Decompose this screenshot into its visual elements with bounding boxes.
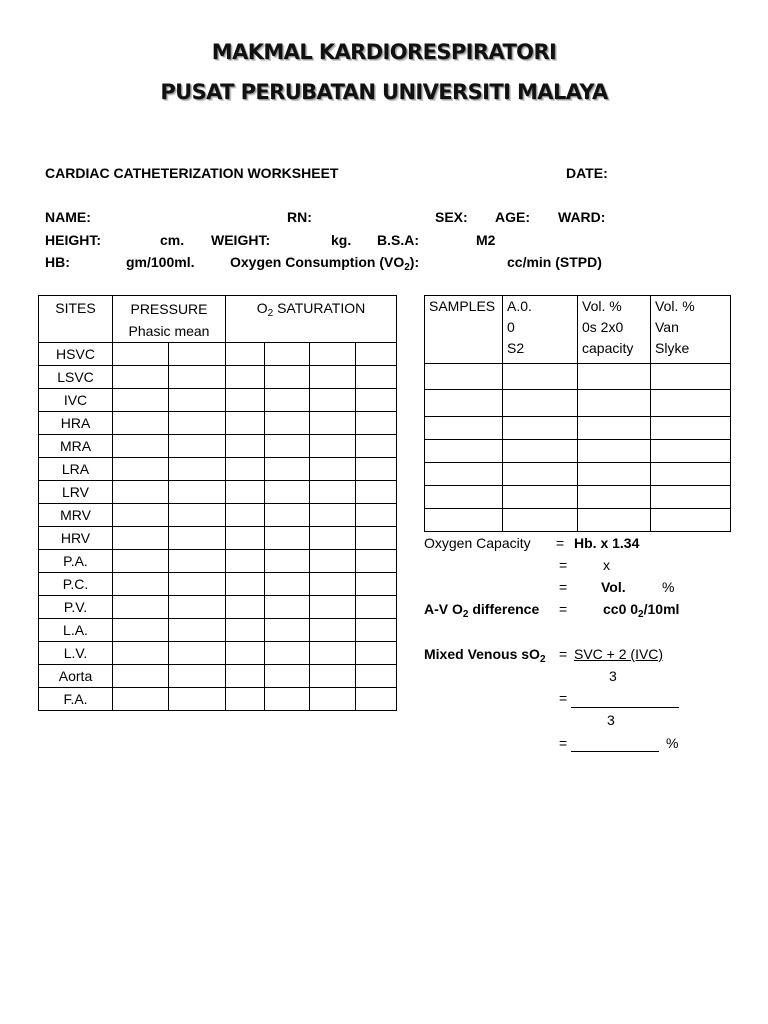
col-pressure-header: PRESSURE Phasic mean bbox=[113, 296, 226, 343]
pressure-cell[interactable] bbox=[113, 435, 169, 458]
pressure-cell[interactable] bbox=[169, 366, 226, 389]
sample-row bbox=[425, 486, 731, 509]
o2-saturation-cell[interactable] bbox=[310, 481, 356, 504]
sample-row bbox=[425, 440, 731, 463]
site-row bbox=[39, 596, 397, 619]
o2-saturation-cell[interactable] bbox=[265, 458, 310, 481]
oxygen-capacity-eq: = bbox=[556, 535, 565, 551]
o2-saturation-cell[interactable] bbox=[356, 435, 397, 458]
sample-cell[interactable] bbox=[425, 509, 503, 532]
site-row bbox=[39, 642, 397, 665]
pressure-cell[interactable] bbox=[169, 550, 226, 573]
site-label: Aorta bbox=[39, 665, 113, 688]
o2-saturation-cell[interactable] bbox=[226, 665, 265, 688]
oxygen-capacity-times: x bbox=[603, 557, 610, 573]
site-label: HRA bbox=[39, 412, 113, 435]
col-o2-saturation-header: $O_2$ SATURATION bbox=[226, 296, 397, 343]
o2-saturation-cell[interactable] bbox=[356, 688, 397, 711]
sample-cell[interactable] bbox=[651, 417, 731, 440]
sample-row bbox=[425, 463, 731, 486]
o2-saturation-cell[interactable] bbox=[310, 458, 356, 481]
sample-cell[interactable] bbox=[425, 440, 503, 463]
o2-saturation-cell[interactable] bbox=[356, 665, 397, 688]
pressure-cell[interactable] bbox=[113, 458, 169, 481]
oxygen-capacity-formula: Hb. x 1.34 bbox=[574, 535, 640, 551]
o2-saturation-cell[interactable] bbox=[226, 619, 265, 642]
mixed-venous-percent: % bbox=[666, 735, 679, 751]
site-label: LRV bbox=[39, 481, 113, 504]
site-row bbox=[39, 573, 397, 596]
o2-saturation-cell[interactable] bbox=[356, 412, 397, 435]
sample-cell[interactable] bbox=[578, 440, 651, 463]
o2-saturation-cell[interactable] bbox=[310, 573, 356, 596]
o2-saturation-cell[interactable] bbox=[310, 688, 356, 711]
o2-saturation-cell[interactable] bbox=[356, 366, 397, 389]
o2-saturation-cell[interactable] bbox=[226, 481, 265, 504]
sample-cell[interactable] bbox=[503, 440, 578, 463]
o2-saturation-cell[interactable] bbox=[356, 619, 397, 642]
o2-saturation-cell[interactable] bbox=[265, 366, 310, 389]
o2-saturation-cell[interactable] bbox=[265, 573, 310, 596]
mixed-venous-divisor-2: 3 bbox=[607, 712, 615, 728]
site-row bbox=[39, 366, 397, 389]
col-sites-header: SITES bbox=[39, 296, 113, 343]
col-ao-header: A.0. 0 S2 bbox=[503, 296, 578, 364]
pressure-cell[interactable] bbox=[169, 343, 226, 366]
pressure-cell[interactable] bbox=[169, 596, 226, 619]
pressure-cell[interactable] bbox=[169, 412, 226, 435]
samples-table bbox=[424, 295, 731, 532]
mixed-venous-eq-2: = bbox=[559, 690, 568, 706]
avo2-eq: = bbox=[559, 601, 568, 617]
mixed-venous-eq-3: = bbox=[559, 735, 568, 751]
sample-cell[interactable] bbox=[578, 486, 651, 509]
o2-saturation-cell[interactable] bbox=[356, 481, 397, 504]
sample-cell[interactable] bbox=[503, 417, 578, 440]
pressure-cell[interactable] bbox=[169, 619, 226, 642]
mixed-venous-blank-result bbox=[571, 751, 659, 752]
o2-saturation-cell[interactable] bbox=[226, 366, 265, 389]
o2-saturation-cell[interactable] bbox=[310, 504, 356, 527]
site-row bbox=[39, 481, 397, 504]
bsa-unit: M2 bbox=[476, 232, 496, 248]
sample-cell[interactable] bbox=[578, 390, 651, 417]
oxygen-capacity-label: Oxygen Capacity bbox=[424, 535, 531, 551]
o2-saturation-cell[interactable] bbox=[310, 665, 356, 688]
site-label: L.V. bbox=[39, 642, 113, 665]
pressure-cell[interactable] bbox=[113, 596, 169, 619]
pressure-cell[interactable] bbox=[113, 688, 169, 711]
o2-saturation-cell[interactable] bbox=[356, 343, 397, 366]
o2-saturation-cell[interactable] bbox=[265, 642, 310, 665]
o2-saturation-cell[interactable] bbox=[265, 619, 310, 642]
site-label: MRV bbox=[39, 504, 113, 527]
site-row bbox=[39, 458, 397, 481]
pressure-cell[interactable] bbox=[169, 688, 226, 711]
sample-row bbox=[425, 364, 731, 390]
sample-cell[interactable] bbox=[425, 463, 503, 486]
o2-saturation-cell[interactable] bbox=[310, 412, 356, 435]
weight-label: WEIGHT: bbox=[211, 232, 271, 248]
pressure-cell[interactable] bbox=[113, 619, 169, 642]
site-row bbox=[39, 389, 397, 412]
site-label: MRA bbox=[39, 435, 113, 458]
sample-cell[interactable] bbox=[425, 486, 503, 509]
sample-row bbox=[425, 509, 731, 532]
o2-saturation-cell[interactable] bbox=[226, 688, 265, 711]
site-label: P.A. bbox=[39, 550, 113, 573]
sample-row bbox=[425, 390, 731, 417]
pressure-cell[interactable] bbox=[113, 527, 169, 550]
sample-cell[interactable] bbox=[651, 463, 731, 486]
o2-saturation-cell[interactable] bbox=[265, 389, 310, 412]
sample-cell[interactable] bbox=[503, 364, 578, 390]
pressure-cell[interactable] bbox=[169, 458, 226, 481]
pressure-cell[interactable] bbox=[113, 550, 169, 573]
site-label: IVC bbox=[39, 389, 113, 412]
site-row bbox=[39, 619, 397, 642]
pressure-cell[interactable] bbox=[113, 642, 169, 665]
o2-saturation-cell[interactable] bbox=[265, 481, 310, 504]
sample-cell[interactable] bbox=[503, 463, 578, 486]
o2-saturation-cell[interactable] bbox=[310, 435, 356, 458]
o2-saturation-cell[interactable] bbox=[226, 412, 265, 435]
pressure-cell[interactable] bbox=[113, 504, 169, 527]
oxygen-capacity-eq-2: = bbox=[559, 557, 568, 573]
col-vol-capacity-header: Vol. % 0s 2x0 capacity bbox=[578, 296, 651, 364]
o2-saturation-cell[interactable] bbox=[310, 389, 356, 412]
hb-label: HB: bbox=[45, 254, 70, 270]
site-row bbox=[39, 550, 397, 573]
pressure-cell[interactable] bbox=[169, 573, 226, 596]
site-label: L.A. bbox=[39, 619, 113, 642]
sample-cell[interactable] bbox=[578, 463, 651, 486]
site-label: P.C. bbox=[39, 573, 113, 596]
site-row bbox=[39, 412, 397, 435]
o2-saturation-cell[interactable] bbox=[356, 527, 397, 550]
sample-cell[interactable] bbox=[503, 390, 578, 417]
institution-line-1: MAKMAL KARDIORESPIRATORI bbox=[211, 40, 557, 64]
age-label: AGE: bbox=[495, 209, 530, 225]
oxygen-capacity-percent: % bbox=[662, 579, 675, 595]
avo2-value: cc0 $0_2/10ml$ bbox=[603, 601, 680, 620]
o2-saturation-cell[interactable] bbox=[310, 366, 356, 389]
sample-cell[interactable] bbox=[651, 509, 731, 532]
o2-saturation-cell[interactable] bbox=[265, 596, 310, 619]
pressure-cell[interactable] bbox=[169, 389, 226, 412]
mixed-venous-blank-numerator bbox=[571, 707, 679, 708]
o2-saturation-cell[interactable] bbox=[356, 504, 397, 527]
date-label: DATE: bbox=[566, 165, 608, 181]
o2-saturation-cell[interactable] bbox=[226, 550, 265, 573]
samples-table-header bbox=[425, 296, 731, 364]
mixed-venous-label: Mixed Venous $sO_2$ bbox=[424, 646, 546, 665]
pressure-cell[interactable] bbox=[113, 481, 169, 504]
site-label: F.A. bbox=[39, 688, 113, 711]
sample-cell[interactable] bbox=[425, 390, 503, 417]
o2-saturation-cell[interactable] bbox=[226, 435, 265, 458]
hb-unit: gm/100ml. bbox=[126, 254, 195, 270]
mixed-venous-eq: = bbox=[559, 646, 568, 662]
o2-saturation-cell[interactable] bbox=[310, 596, 356, 619]
pressure-cell[interactable] bbox=[113, 389, 169, 412]
sample-cell[interactable] bbox=[651, 486, 731, 509]
sample-row bbox=[425, 417, 731, 440]
o2-saturation-cell[interactable] bbox=[226, 642, 265, 665]
o2-saturation-cell[interactable] bbox=[265, 688, 310, 711]
o2-saturation-cell[interactable] bbox=[226, 573, 265, 596]
oxygen-consumption-unit: cc/min (STPD) bbox=[507, 254, 602, 270]
sites-table-header bbox=[39, 296, 397, 343]
pressure-cell[interactable] bbox=[113, 412, 169, 435]
site-row bbox=[39, 527, 397, 550]
institution-line-2: PUSAT PERUBATAN UNIVERSITI MALAYA bbox=[160, 80, 608, 104]
site-label: LRA bbox=[39, 458, 113, 481]
sample-cell[interactable] bbox=[503, 486, 578, 509]
col-vol-vanslyke-header: Vol. % Van Slyke bbox=[651, 296, 731, 364]
sample-cell[interactable] bbox=[578, 417, 651, 440]
o2-saturation-cell[interactable] bbox=[265, 665, 310, 688]
height-unit: cm. bbox=[160, 232, 185, 248]
o2-saturation-cell[interactable] bbox=[310, 642, 356, 665]
rn-label: RN: bbox=[287, 209, 312, 225]
o2-saturation-cell[interactable] bbox=[265, 527, 310, 550]
o2-saturation-cell[interactable] bbox=[265, 435, 310, 458]
sex-label: SEX: bbox=[435, 209, 468, 225]
o2-saturation-cell[interactable] bbox=[356, 596, 397, 619]
site-row bbox=[39, 688, 397, 711]
site-label: P.V. bbox=[39, 596, 113, 619]
sample-cell[interactable] bbox=[578, 364, 651, 390]
o2-saturation-cell[interactable] bbox=[310, 550, 356, 573]
site-row bbox=[39, 504, 397, 527]
site-label: HRV bbox=[39, 527, 113, 550]
sample-cell[interactable] bbox=[651, 364, 731, 390]
bsa-label: B.S.A: bbox=[377, 232, 419, 248]
site-row bbox=[39, 343, 397, 366]
o2-saturation-cell[interactable] bbox=[356, 550, 397, 573]
o2-saturation-cell[interactable] bbox=[265, 343, 310, 366]
o2-saturation-cell[interactable] bbox=[226, 389, 265, 412]
oxygen-capacity-eq-3: = bbox=[559, 579, 568, 595]
col-samples-header: SAMPLES bbox=[425, 296, 503, 364]
name-label: NAME: bbox=[45, 209, 91, 225]
weight-unit: kg. bbox=[331, 232, 352, 248]
o2-saturation-cell[interactable] bbox=[356, 642, 397, 665]
height-label: HEIGHT: bbox=[45, 232, 101, 248]
o2-saturation-cell[interactable] bbox=[265, 412, 310, 435]
pressure-cell[interactable] bbox=[113, 573, 169, 596]
sites-table bbox=[38, 295, 397, 711]
site-label: HSVC bbox=[39, 343, 113, 366]
sample-cell[interactable] bbox=[651, 440, 731, 463]
oxygen-consumption-label: Oxygen Consumption $(VO_2)$: bbox=[230, 254, 420, 273]
site-label: LSVC bbox=[39, 366, 113, 389]
o2-saturation-cell[interactable] bbox=[226, 504, 265, 527]
worksheet-title: CARDIAC CATHETERIZATION WORKSHEET bbox=[45, 165, 339, 181]
sample-cell[interactable] bbox=[425, 364, 503, 390]
mixed-venous-divisor: 3 bbox=[609, 668, 617, 684]
avo2-difference-label: A-V $O_2$ difference bbox=[424, 601, 540, 620]
pressure-cell[interactable] bbox=[169, 435, 226, 458]
o2-saturation-cell[interactable] bbox=[226, 343, 265, 366]
pressure-cell[interactable] bbox=[169, 665, 226, 688]
sample-cell[interactable] bbox=[651, 390, 731, 417]
o2-saturation-cell[interactable] bbox=[226, 596, 265, 619]
pressure-cell[interactable] bbox=[169, 504, 226, 527]
o2-saturation-cell[interactable] bbox=[310, 619, 356, 642]
pressure-cell[interactable] bbox=[113, 366, 169, 389]
o2-saturation-cell[interactable] bbox=[310, 527, 356, 550]
o2-saturation-cell[interactable] bbox=[356, 389, 397, 412]
pressure-cell[interactable] bbox=[169, 527, 226, 550]
o2-saturation-cell[interactable] bbox=[226, 527, 265, 550]
pressure-cell[interactable] bbox=[113, 343, 169, 366]
o2-saturation-cell[interactable] bbox=[265, 504, 310, 527]
sample-cell[interactable] bbox=[425, 417, 503, 440]
o2-saturation-cell[interactable] bbox=[310, 343, 356, 366]
sample-cell[interactable] bbox=[503, 509, 578, 532]
pressure-cell[interactable] bbox=[113, 665, 169, 688]
site-row bbox=[39, 665, 397, 688]
site-row bbox=[39, 435, 397, 458]
pressure-cell[interactable] bbox=[169, 642, 226, 665]
o2-saturation-cell[interactable] bbox=[226, 458, 265, 481]
mixed-venous-formula: SVC + 2 (IVC) bbox=[574, 646, 664, 662]
ward-label: WARD: bbox=[558, 209, 606, 225]
o2-saturation-cell[interactable] bbox=[356, 458, 397, 481]
oxygen-capacity-vol: Vol. bbox=[601, 579, 626, 595]
o2-saturation-cell[interactable] bbox=[356, 573, 397, 596]
sample-cell[interactable] bbox=[578, 509, 651, 532]
o2-saturation-cell[interactable] bbox=[265, 550, 310, 573]
pressure-cell[interactable] bbox=[169, 481, 226, 504]
